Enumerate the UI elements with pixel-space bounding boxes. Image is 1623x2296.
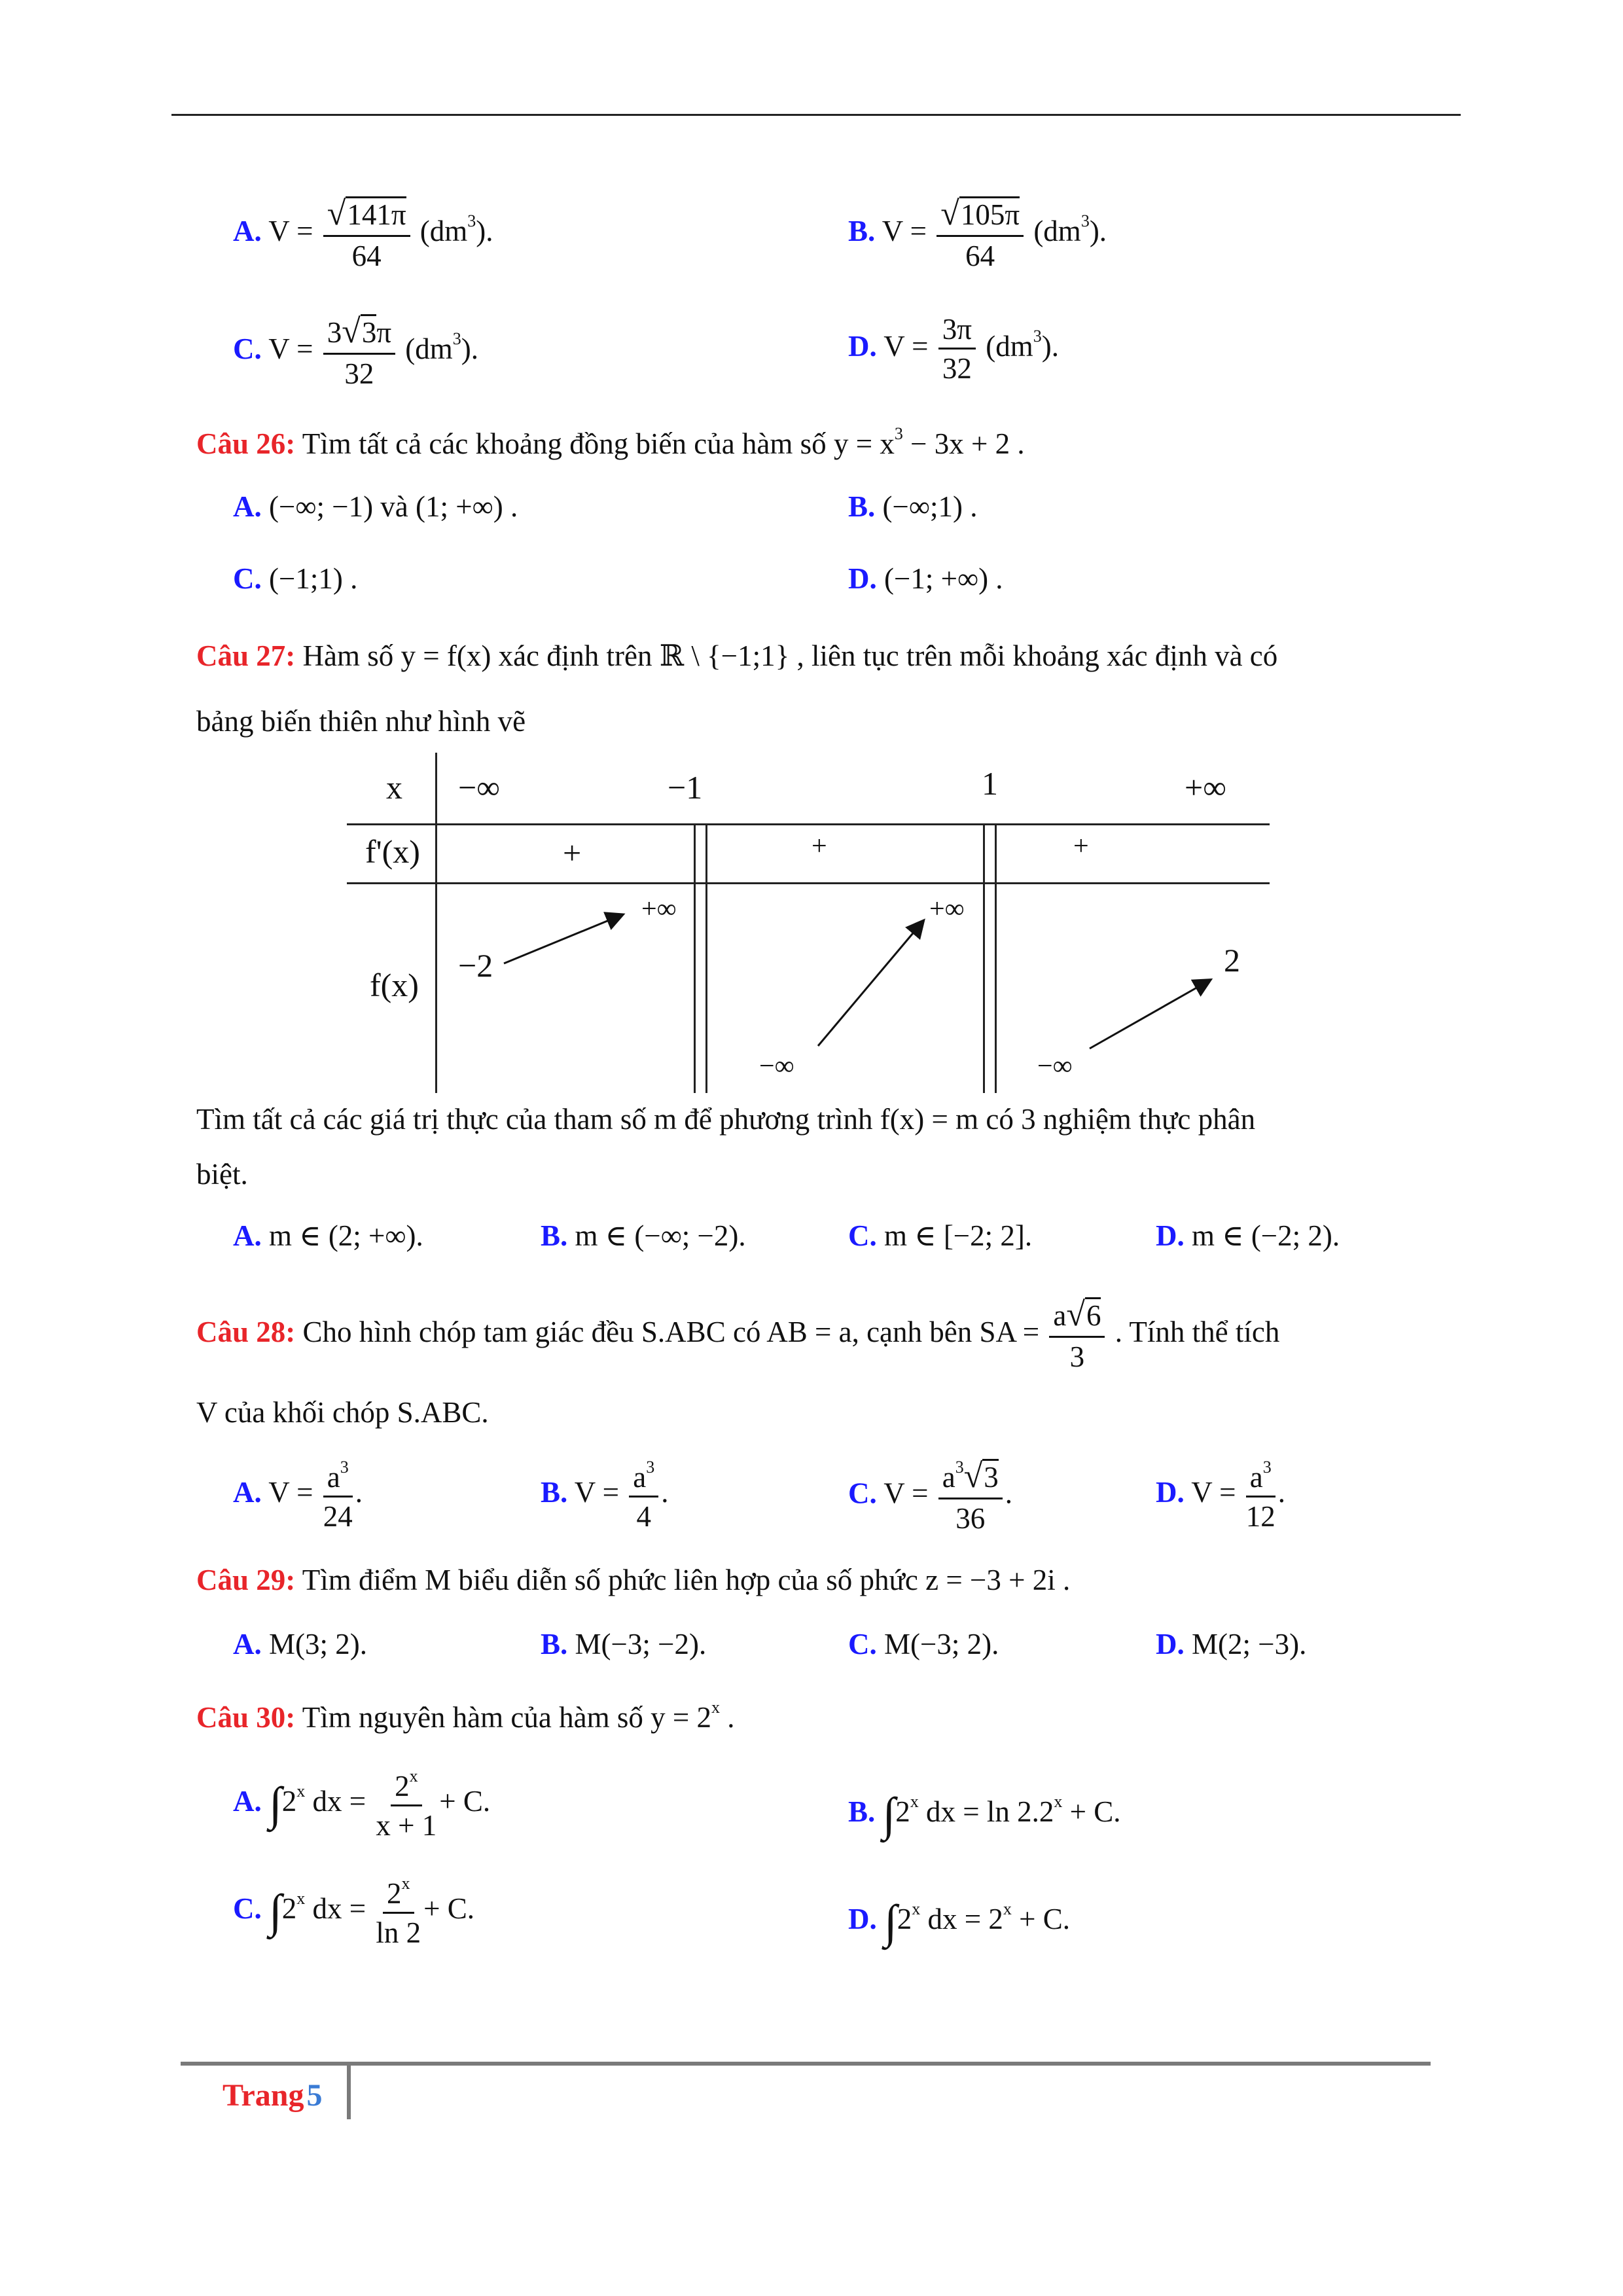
- option-fraction: $\frac{2^x}{x + 1}$: [376, 1767, 437, 1842]
- option-label: C.: [848, 1219, 877, 1252]
- question-label: Câu 27:: [196, 639, 296, 672]
- f-value: +∞: [929, 894, 965, 924]
- unit-tail: ).: [476, 214, 493, 247]
- question-text: Tìm điểm M biểu diễn số phức liên hợp của số phức z = −3 + 2i .: [302, 1564, 1071, 1596]
- q27-option-a: [233, 1221, 423, 1251]
- numerator: 105π: [959, 196, 1020, 231]
- arrow-up: [504, 915, 622, 963]
- q26-option-d: [848, 564, 1003, 594]
- option-label: A.: [233, 1476, 262, 1509]
- option-fraction: $\frac{a^3}{24}$: [323, 1458, 353, 1534]
- question-text: Tìm tất cả các giá trị thực của tham số m để phương trình f(x) = m có 3 nghiệm thực phân: [196, 1103, 1256, 1136]
- x-value: +∞: [1185, 769, 1226, 806]
- option-lhs: V =: [574, 1476, 620, 1509]
- q25-option-a: [233, 196, 493, 272]
- option-text: M(3; 2).: [269, 1628, 367, 1660]
- q25-option-c: [233, 314, 478, 389]
- question-text: Tìm nguyên hàm của hàm số y = 2: [302, 1701, 711, 1734]
- footer-page: [223, 2077, 322, 2113]
- unit-exponent: 3: [467, 211, 476, 230]
- option-label: C.: [233, 1892, 262, 1926]
- option-fraction: $\frac{3√3\pi}{32}$: [323, 314, 395, 389]
- question-text: V của khối chóp S.ABC.: [196, 1396, 489, 1429]
- question-label: Câu 30:: [196, 1701, 296, 1734]
- unit-tail: ).: [461, 332, 479, 365]
- denominator: 12: [1245, 1500, 1275, 1534]
- q29-option-a: [233, 1630, 367, 1659]
- q27-option-d: [1156, 1221, 1340, 1251]
- q26-stem: [196, 425, 1025, 459]
- question-label: Câu 26:: [196, 427, 296, 460]
- option-lhs: V =: [268, 214, 313, 247]
- option-label: A.: [233, 214, 262, 247]
- option-text: m ∈ (−2; 2).: [1192, 1219, 1340, 1252]
- q30-option-d: D. ∫2$^x$ dx = $2^x + C$.: [848, 1895, 1071, 1948]
- f-value: +∞: [641, 894, 677, 924]
- numerator-radicand: 3: [361, 314, 377, 349]
- option-label: D.: [848, 330, 877, 363]
- q27-option-c: [848, 1221, 1032, 1251]
- f-value: −∞: [759, 1051, 794, 1081]
- option-label: B.: [541, 1628, 568, 1660]
- exponent: x: [711, 1698, 720, 1717]
- option-fraction: $\frac{a^3√3}{36}$: [938, 1458, 1003, 1534]
- option-label: D.: [1156, 1628, 1185, 1660]
- option-label: A.: [233, 1219, 262, 1252]
- row-label-fprime: f'(x): [365, 833, 420, 870]
- option-tail: + C.: [423, 1892, 475, 1926]
- numerator-pi: π: [376, 316, 392, 349]
- q28-stem-line2: [196, 1398, 489, 1427]
- q30-stem: [196, 1699, 734, 1732]
- q27-stem-line2: [196, 707, 526, 736]
- q30-option-c: C. ∫2$^x$ dx = $\frac{2^x}{\ln 2}$ + C.: [233, 1874, 475, 1950]
- option-label: A.: [233, 1785, 262, 1818]
- q28-option-c: C. V = $\frac{a^3√3}{36}$ .: [848, 1458, 1013, 1535]
- q26-option-c: [233, 564, 357, 594]
- option-label: C.: [233, 562, 262, 595]
- unit: (dm: [419, 214, 468, 247]
- option-label: B.: [848, 1795, 876, 1828]
- integral-sign: ∫: [882, 1787, 896, 1840]
- q26-option-b: [848, 492, 977, 522]
- option-label: C.: [848, 1628, 877, 1660]
- option-text: (−1;1) .: [269, 562, 358, 595]
- option-fraction: $\frac{a^3}{12}$: [1245, 1458, 1275, 1534]
- option-label: C.: [848, 1477, 877, 1510]
- f-value: −∞: [1037, 1051, 1073, 1081]
- q28-stem-line1: [196, 1297, 1279, 1372]
- option-tail: + C.: [1011, 1903, 1071, 1935]
- option-lhs: V =: [1191, 1476, 1236, 1509]
- sign-value: +: [563, 834, 582, 871]
- option-text: m ∈ [−2; 2].: [884, 1219, 1033, 1252]
- option-label: A.: [233, 490, 262, 523]
- option-label: D.: [848, 1903, 877, 1935]
- question-tail: .: [719, 1701, 735, 1734]
- header-rule: [171, 114, 1461, 116]
- question-label: Câu 29:: [196, 1564, 296, 1596]
- question-label: Câu 28:: [196, 1315, 296, 1348]
- unit: (dm: [986, 330, 1033, 363]
- x-value: −1: [668, 769, 703, 806]
- option-text: (−∞;1) .: [882, 490, 978, 523]
- option-lhs: V =: [883, 1477, 929, 1510]
- q26-option-a: [233, 492, 518, 522]
- denominator: x + 1: [376, 1809, 437, 1842]
- unit-tail: ).: [1089, 214, 1107, 247]
- option-lhs: V =: [882, 214, 927, 247]
- option-text: (−∞; −1) và (1; +∞) .: [269, 490, 518, 523]
- option-fraction: [938, 314, 976, 385]
- sa-fraction: $\frac{a√6}{3}$: [1049, 1297, 1105, 1372]
- numerator-radicand: 6: [1085, 1297, 1101, 1332]
- option-text: M(−3; 2).: [884, 1628, 999, 1660]
- question-text: . Tính thể tích: [1115, 1315, 1280, 1348]
- q30-option-b: B. ∫2$^x$ dx = $\ln 2.2^x + C$.: [848, 1787, 1121, 1840]
- question-text: biệt.: [196, 1158, 248, 1191]
- option-fraction: $\frac{√105\pi}{64}$: [936, 196, 1024, 272]
- arrow-up: [1090, 980, 1209, 1049]
- numerator-coef: a: [1053, 1299, 1067, 1332]
- denominator: 3: [1069, 1340, 1085, 1373]
- option-text: m ∈ (2; +∞).: [269, 1219, 423, 1252]
- question-text: bảng biến thiên như hình vẽ: [196, 705, 526, 738]
- unit-exponent: 3: [1080, 211, 1090, 230]
- row-label-x: x: [386, 769, 402, 806]
- sign-value: +: [1073, 831, 1089, 861]
- q30-option-a: A. ∫2$^x$ dx = $\frac{2^x}{x + 1}$ + C.: [233, 1767, 491, 1842]
- integral-sign: ∫: [269, 1777, 282, 1830]
- option-lhs: V =: [268, 332, 313, 365]
- x-value: −∞: [458, 769, 500, 806]
- q28-option-b: B. V = $\frac{a^3}{4}$ .: [541, 1458, 669, 1534]
- q27-question-line1: [196, 1105, 1255, 1134]
- f-value: 2: [1224, 942, 1240, 978]
- numerator: 3π: [938, 314, 976, 350]
- sa-lhs: SA =: [979, 1315, 1040, 1348]
- denominator: 4: [636, 1500, 652, 1534]
- footer-label: Trang: [223, 2078, 304, 2113]
- variation-table: [347, 753, 1270, 1093]
- option-label: B.: [848, 490, 876, 523]
- q28-option-d: D. V = $\frac{a^3}{12}$ .: [1156, 1458, 1286, 1534]
- q27-option-b: [541, 1221, 746, 1251]
- denominator: 64: [351, 239, 382, 272]
- denominator: 36: [955, 1501, 986, 1535]
- unit-exponent: 3: [1033, 327, 1042, 346]
- sign-value: +: [812, 831, 827, 861]
- option-label: C.: [233, 332, 262, 365]
- option-lhs: V =: [268, 1476, 313, 1509]
- option-text: M(−3; −2).: [575, 1628, 707, 1660]
- integral-sign: ∫: [269, 1884, 282, 1937]
- option-label: A.: [233, 1628, 262, 1660]
- q25-option-b: [848, 196, 1107, 272]
- option-lhs: V =: [883, 330, 929, 363]
- q29-option-b: [541, 1630, 706, 1659]
- q25-option-d: [848, 314, 1059, 385]
- option-label: D.: [848, 562, 877, 595]
- option-label: D.: [1156, 1476, 1185, 1509]
- q27-question-line2: [196, 1160, 248, 1189]
- row-label-f: f(x): [370, 967, 419, 1003]
- question-text: Tìm tất cả các khoảng đồng biến của hàm số: [302, 427, 827, 460]
- denominator: 32: [942, 352, 972, 386]
- variation-arrows: [347, 753, 1270, 1093]
- unit: (dm: [1033, 214, 1081, 247]
- unit-tail: ).: [1041, 330, 1059, 363]
- x-value: 1: [982, 765, 998, 802]
- question-text: Hàm số y = f(x) xác định trên ℝ \ {−1;1} , liên tục trên mỗi khoảng xác định và có: [302, 639, 1278, 672]
- denominator: 32: [344, 357, 374, 390]
- denominator: 64: [965, 239, 995, 272]
- q29-stem: [196, 1566, 1070, 1595]
- option-label: B.: [541, 1476, 568, 1509]
- option-fraction: $\frac{2^x}{\ln 2}$: [376, 1874, 421, 1950]
- option-fraction: $\frac{a^3}{4}$: [629, 1458, 658, 1533]
- option-text: M(2; −3).: [1192, 1628, 1307, 1660]
- f-value: −2: [458, 947, 493, 984]
- formula: $y = x^3 - 3x + 2$ .: [833, 424, 1025, 460]
- denominator: ln 2: [376, 1916, 421, 1950]
- unit: (dm: [405, 332, 453, 365]
- numerator-coef: 3: [327, 316, 342, 349]
- option-label: B.: [541, 1219, 568, 1252]
- q27-stem-line1: [196, 641, 1277, 671]
- q28-option-a: A. V = $\frac{a^3}{24}$ .: [233, 1458, 363, 1534]
- option-text: (−1; +∞) .: [884, 562, 1003, 595]
- footer-divider: [347, 2066, 351, 2119]
- q29-option-d: [1156, 1630, 1306, 1659]
- footer-rule: [181, 2062, 1431, 2066]
- option-text: m ∈ (−∞; −2).: [575, 1219, 746, 1252]
- integral-sign: ∫: [884, 1895, 897, 1948]
- option-fraction: $\frac{√141\pi}{64}$: [323, 196, 410, 272]
- question-text: Cho hình chóp tam giác đều S.ABC có AB = a, cạnh bên: [302, 1315, 972, 1348]
- unit-exponent: 3: [452, 329, 461, 348]
- numerator: 141π: [346, 196, 406, 231]
- option-label: D.: [1156, 1219, 1185, 1252]
- option-label: B.: [848, 214, 876, 247]
- option-tail: + C.: [439, 1785, 491, 1818]
- page-number: 5: [306, 2078, 323, 2113]
- option-tail: + C.: [1062, 1795, 1121, 1828]
- arrow-up: [818, 922, 923, 1046]
- q29-option-c: [848, 1630, 999, 1659]
- denominator: 24: [323, 1500, 353, 1534]
